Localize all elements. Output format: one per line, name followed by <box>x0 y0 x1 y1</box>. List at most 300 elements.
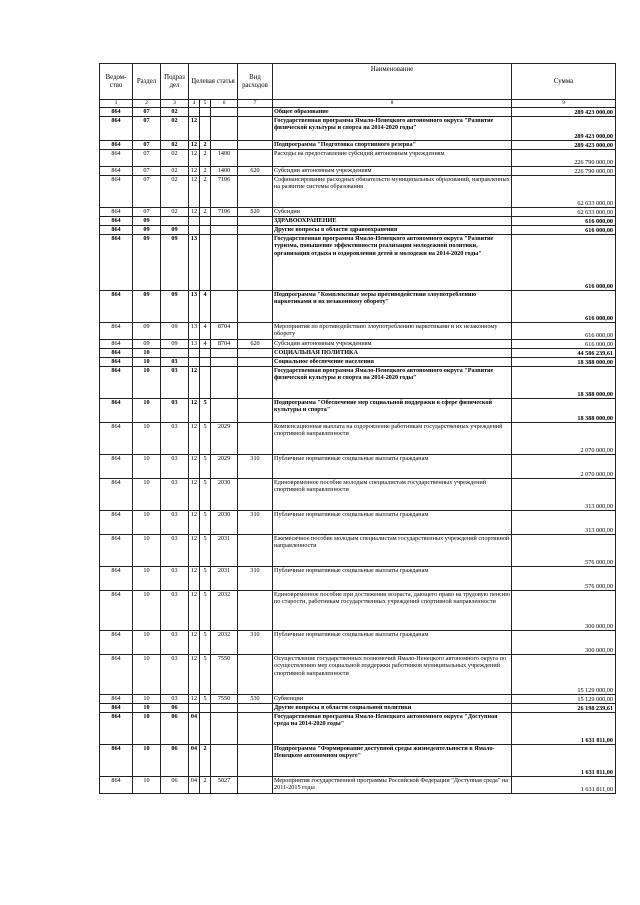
cell-vid-raskhodov <box>238 591 273 631</box>
cell-vedomstvo: 864 <box>100 176 133 208</box>
cell-naimenovanie: Субвенции <box>273 695 512 704</box>
cell-vedomstvo: 864 <box>100 291 133 323</box>
table-row <box>100 713 616 745</box>
cell-celevaya-1: 12 <box>189 535 200 567</box>
cell-podrazdel: 09 <box>161 291 189 323</box>
cell-naimenovanie: СОЦИАЛЬНАЯ ПОЛИТИКА <box>273 349 512 358</box>
cell-celevaya-2: 5 <box>200 591 211 631</box>
cell-vedomstvo: 864 <box>100 535 133 567</box>
cell-razdel: 10 <box>133 367 161 399</box>
cell-celevaya-2 <box>200 108 211 117</box>
cell-celevaya-1 <box>189 108 200 117</box>
cell-razdel: 10 <box>133 535 161 567</box>
column-number: 3 <box>161 100 189 108</box>
cell-celevaya-3 <box>211 713 238 745</box>
table-header-row <box>100 64 616 100</box>
cell-razdel: 10 <box>133 777 161 794</box>
cell-celevaya-1 <box>189 217 200 226</box>
cell-podrazdel: 02 <box>161 167 189 176</box>
cell-razdel: 10 <box>133 631 161 655</box>
header-razdel: Раздел <box>133 64 161 100</box>
cell-celevaya-3: 7550 <box>211 655 238 695</box>
cell-celevaya-3 <box>211 291 238 323</box>
cell-summa: 62 633 000,00 <box>512 208 616 217</box>
cell-razdel: 07 <box>133 167 161 176</box>
cell-podrazdel: 06 <box>161 745 189 777</box>
budget-table <box>99 63 616 794</box>
cell-naimenovanie: Субсидии автономным учреждениям <box>273 167 512 176</box>
cell-summa: 616 000,00 <box>512 226 616 235</box>
cell-celevaya-1: 12 <box>189 695 200 704</box>
cell-celevaya-2: 5 <box>200 535 211 567</box>
cell-vedomstvo: 864 <box>100 455 133 479</box>
cell-celevaya-2 <box>200 117 211 141</box>
cell-vid-raskhodov <box>238 176 273 208</box>
cell-celevaya-1 <box>189 226 200 235</box>
header-naimenovanie: Наименование <box>273 64 512 100</box>
cell-celevaya-3 <box>211 358 238 367</box>
cell-celevaya-1: 12 <box>189 117 200 141</box>
cell-vedomstvo: 864 <box>100 704 133 713</box>
table-row <box>100 117 616 141</box>
cell-vedomstvo: 864 <box>100 631 133 655</box>
cell-naimenovanie: Публичные нормативные социальные выплаты гражданам <box>273 631 512 655</box>
cell-celevaya-3: 2032 <box>211 591 238 631</box>
cell-vedomstvo: 864 <box>100 117 133 141</box>
cell-celevaya-1: 12 <box>189 631 200 655</box>
cell-vedomstvo: 864 <box>100 323 133 340</box>
cell-celevaya-3: 2030 <box>211 479 238 511</box>
cell-razdel: 10 <box>133 695 161 704</box>
cell-podrazdel: 06 <box>161 777 189 794</box>
cell-podrazdel: 09 <box>161 323 189 340</box>
cell-celevaya-1: 04 <box>189 713 200 745</box>
cell-vid-raskhodov <box>238 399 273 423</box>
table-row <box>100 358 616 367</box>
cell-celevaya-2: 4 <box>200 340 211 349</box>
cell-podrazdel: 02 <box>161 176 189 208</box>
cell-razdel: 07 <box>133 150 161 167</box>
table-row <box>100 349 616 358</box>
cell-vid-raskhodov <box>238 423 273 455</box>
table-row <box>100 591 616 631</box>
cell-summa: 44 586 239,61 <box>512 349 616 358</box>
header-podrazdel: Подраз дел <box>161 64 189 100</box>
cell-celevaya-3 <box>211 349 238 358</box>
cell-podrazdel: 06 <box>161 704 189 713</box>
table-row <box>100 150 616 167</box>
cell-summa: 616 000,00 <box>512 235 616 291</box>
cell-celevaya-1: 12 <box>189 141 200 150</box>
cell-summa: 15 129 000,00 <box>512 655 616 695</box>
cell-summa: 289 423 000,00 <box>512 117 616 141</box>
cell-podrazdel: 02 <box>161 208 189 217</box>
table-row <box>100 631 616 655</box>
cell-celevaya-2: 2 <box>200 176 211 208</box>
cell-celevaya-3: 7550 <box>211 695 238 704</box>
cell-celevaya-2 <box>200 358 211 367</box>
cell-naimenovanie: Публичные нормативные социальные выплаты гражданам <box>273 511 512 535</box>
cell-vedomstvo: 864 <box>100 479 133 511</box>
table-row <box>100 704 616 713</box>
cell-vid-raskhodov <box>238 367 273 399</box>
cell-celevaya-3 <box>211 117 238 141</box>
table-row <box>100 323 616 340</box>
cell-vedomstvo: 864 <box>100 358 133 367</box>
cell-razdel: 10 <box>133 349 161 358</box>
cell-naimenovanie: Публичные нормативные социальные выплаты гражданам <box>273 455 512 479</box>
cell-podrazdel: 03 <box>161 511 189 535</box>
cell-vid-raskhodov <box>238 291 273 323</box>
table-row <box>100 695 616 704</box>
cell-naimenovanie: Расходы на предоставление субсидий автономным учреждениям <box>273 150 512 167</box>
cell-podrazdel: 03 <box>161 367 189 399</box>
cell-celevaya-1: 13 <box>189 235 200 291</box>
cell-celevaya-3: 1400 <box>211 167 238 176</box>
cell-naimenovanie: Субсидии <box>273 208 512 217</box>
cell-vid-raskhodov <box>238 713 273 745</box>
header-summa: Сумма <box>512 64 616 100</box>
table-row <box>100 655 616 695</box>
cell-razdel: 10 <box>133 399 161 423</box>
header-vedomstvo: Ведом-ство <box>100 64 133 100</box>
cell-vedomstvo: 864 <box>100 167 133 176</box>
table-row <box>100 217 616 226</box>
table-row <box>100 176 616 208</box>
cell-celevaya-3 <box>211 226 238 235</box>
cell-celevaya-1 <box>189 704 200 713</box>
cell-razdel: 09 <box>133 323 161 340</box>
cell-celevaya-1: 12 <box>189 176 200 208</box>
column-number: 7 <box>238 100 273 108</box>
cell-celevaya-3: 8704 <box>211 323 238 340</box>
cell-vid-raskhodov <box>238 479 273 511</box>
cell-podrazdel: 03 <box>161 655 189 695</box>
cell-podrazdel: 03 <box>161 455 189 479</box>
cell-vid-raskhodov: 620 <box>238 167 273 176</box>
cell-razdel: 10 <box>133 591 161 631</box>
cell-podrazdel: 03 <box>161 399 189 423</box>
cell-celevaya-1: 12 <box>189 479 200 511</box>
cell-celevaya-1: 12 <box>189 591 200 631</box>
cell-razdel: 10 <box>133 745 161 777</box>
cell-summa: 26 198 239,61 <box>512 704 616 713</box>
cell-podrazdel: 02 <box>161 150 189 167</box>
cell-celevaya-1: 12 <box>189 150 200 167</box>
cell-naimenovanie: Государственная программа Ямало-Ненецкого автономного округа "Развитие физической культуры и спорта на 2014-2020 годы" <box>273 117 512 141</box>
cell-celevaya-3: 2030 <box>211 511 238 535</box>
cell-celevaya-2: 4 <box>200 291 211 323</box>
cell-celevaya-1: 12 <box>189 423 200 455</box>
table-body <box>100 108 616 794</box>
cell-summa: 18 388 000,00 <box>512 399 616 423</box>
table-row <box>100 167 616 176</box>
cell-naimenovanie: Мероприятия государственной программы Российской Федерации "Доступная среда" на 2011-2015 годы <box>273 777 512 794</box>
cell-celevaya-2: 2 <box>200 141 211 150</box>
cell-razdel: 10 <box>133 455 161 479</box>
cell-razdel: 07 <box>133 208 161 217</box>
table-row <box>100 291 616 323</box>
column-number: 2 <box>133 100 161 108</box>
cell-celevaya-1: 12 <box>189 567 200 591</box>
cell-summa: 616 000,00 <box>512 291 616 323</box>
column-number: 1 <box>100 100 133 108</box>
cell-celevaya-3: 1400 <box>211 150 238 167</box>
cell-podrazdel: 03 <box>161 695 189 704</box>
cell-podrazdel <box>161 349 189 358</box>
cell-celevaya-2: 2 <box>200 167 211 176</box>
cell-razdel: 09 <box>133 217 161 226</box>
cell-summa: 62 633 000,00 <box>512 176 616 208</box>
cell-celevaya-3 <box>211 367 238 399</box>
cell-naimenovanie: Софинансирование расходных обязательств муниципальных образований, направленных на развитие системы образования <box>273 176 512 208</box>
cell-summa: 289 423 000,00 <box>512 141 616 150</box>
cell-summa: 289 423 000,00 <box>512 108 616 117</box>
column-number: 4 <box>189 100 200 108</box>
cell-vedomstvo: 864 <box>100 511 133 535</box>
cell-podrazdel: 09 <box>161 340 189 349</box>
cell-vedomstvo: 864 <box>100 235 133 291</box>
cell-celevaya-2: 2 <box>200 745 211 777</box>
cell-celevaya-3 <box>211 704 238 713</box>
cell-vid-raskhodov <box>238 358 273 367</box>
cell-summa: 616 000,00 <box>512 323 616 340</box>
cell-vid-raskhodov <box>238 349 273 358</box>
cell-naimenovanie: Государственная программа Ямало-Ненецкого автономного округа "Развитие туризма, повышение эффективности реализации молодежной политики, организация отдыха и оздоровления детей и молодежи на 2014-2020 годы" <box>273 235 512 291</box>
cell-vedomstvo: 864 <box>100 567 133 591</box>
cell-summa: 300 000,00 <box>512 631 616 655</box>
cell-vedomstvo: 864 <box>100 150 133 167</box>
cell-podrazdel: 02 <box>161 108 189 117</box>
cell-naimenovanie: Другие вопросы в области здравоохранения <box>273 226 512 235</box>
cell-vid-raskhodov: 620 <box>238 340 273 349</box>
cell-vid-raskhodov <box>238 655 273 695</box>
cell-naimenovanie: Государственная программа Ямало-Ненецкого автономного округа "Доступная среда на 2014-2020 годы" <box>273 713 512 745</box>
cell-vedomstvo: 864 <box>100 349 133 358</box>
cell-celevaya-1: 13 <box>189 340 200 349</box>
cell-razdel: 07 <box>133 176 161 208</box>
cell-vid-raskhodov <box>238 745 273 777</box>
cell-vedomstvo: 864 <box>100 108 133 117</box>
cell-naimenovanie: Осуществление государственных полномочий Ямало-Ненецкого автономного округа по осуществлению мер социальной поддержки работников муниципальных учреждений спортивной направленности <box>273 655 512 695</box>
cell-summa: 226 790 000,00 <box>512 150 616 167</box>
cell-celevaya-2: 5 <box>200 631 211 655</box>
cell-naimenovanie: Подпрограмма "Обеспечение мер социальной поддержки в сфере физической культуры и спорта" <box>273 399 512 423</box>
cell-razdel: 07 <box>133 108 161 117</box>
cell-summa: 18 388 000,00 <box>512 358 616 367</box>
cell-naimenovanie: Подпрограмма "Комплексные меры противодействия злоупотреблению наркотиками и их незаконному обороту" <box>273 291 512 323</box>
cell-naimenovanie: ЗДРАВООХРАНЕНИЕ <box>273 217 512 226</box>
cell-celevaya-2 <box>200 217 211 226</box>
cell-celevaya-3 <box>211 141 238 150</box>
cell-celevaya-2: 5 <box>200 423 211 455</box>
cell-celevaya-2 <box>200 235 211 291</box>
cell-celevaya-1: 12 <box>189 367 200 399</box>
cell-vid-raskhodov <box>238 117 273 141</box>
cell-celevaya-2: 5 <box>200 567 211 591</box>
cell-naimenovanie: Субсидии автономным учреждениям <box>273 340 512 349</box>
cell-vid-raskhodov: 310 <box>238 455 273 479</box>
header-celevaya-statya: Целевая статья <box>189 64 238 100</box>
cell-vedomstvo: 864 <box>100 777 133 794</box>
cell-podrazdel: 03 <box>161 535 189 567</box>
cell-celevaya-1: 12 <box>189 208 200 217</box>
cell-vedomstvo: 864 <box>100 340 133 349</box>
cell-podrazdel: 09 <box>161 235 189 291</box>
cell-celevaya-3 <box>211 235 238 291</box>
cell-razdel: 07 <box>133 141 161 150</box>
cell-vid-raskhodov <box>238 108 273 117</box>
cell-vedomstvo: 864 <box>100 217 133 226</box>
cell-podrazdel: 03 <box>161 567 189 591</box>
cell-razdel: 09 <box>133 235 161 291</box>
cell-vedomstvo: 864 <box>100 226 133 235</box>
cell-podrazdel: 02 <box>161 141 189 150</box>
cell-celevaya-2: 2 <box>200 777 211 794</box>
cell-celevaya-3 <box>211 745 238 777</box>
cell-summa: 2 070 000,00 <box>512 423 616 455</box>
cell-vid-raskhodov <box>238 150 273 167</box>
cell-celevaya-3: 2029 <box>211 423 238 455</box>
column-number: 5 <box>200 100 211 108</box>
cell-summa: 1 631 811,00 <box>512 745 616 777</box>
cell-celevaya-3: 7106 <box>211 208 238 217</box>
table-row <box>100 423 616 455</box>
cell-vid-raskhodov <box>238 535 273 567</box>
cell-podrazdel: 03 <box>161 591 189 631</box>
cell-razdel: 10 <box>133 713 161 745</box>
cell-summa: 616 000,00 <box>512 217 616 226</box>
cell-vid-raskhodov <box>238 226 273 235</box>
cell-celevaya-2: 5 <box>200 479 211 511</box>
cell-vid-raskhodov <box>238 323 273 340</box>
cell-vedomstvo: 864 <box>100 655 133 695</box>
cell-podrazdel: 06 <box>161 713 189 745</box>
cell-celevaya-1: 12 <box>189 399 200 423</box>
cell-podrazdel: 02 <box>161 117 189 141</box>
cell-summa: 576 000,00 <box>512 567 616 591</box>
cell-naimenovanie: Социальное обеспечение населения <box>273 358 512 367</box>
cell-celevaya-3: 8704 <box>211 340 238 349</box>
cell-naimenovanie: Государственная программа Ямало-Ненецкого автономного округа "Развитие физической культуры и спорта на 2014-2020 годы" <box>273 367 512 399</box>
cell-celevaya-2: 2 <box>200 208 211 217</box>
cell-summa: 313 000,00 <box>512 511 616 535</box>
cell-naimenovanie: Другие вопросы в области социальной политики <box>273 704 512 713</box>
cell-vedomstvo: 864 <box>100 399 133 423</box>
cell-naimenovanie: Единовременное пособие молодым специалистам государственных учреждений спортивной направленности <box>273 479 512 511</box>
cell-podrazdel: 03 <box>161 358 189 367</box>
cell-celevaya-2: 5 <box>200 695 211 704</box>
cell-summa: 576 000,00 <box>512 535 616 567</box>
cell-celevaya-2 <box>200 713 211 745</box>
table-row <box>100 455 616 479</box>
cell-summa: 1 631 811,00 <box>512 713 616 745</box>
table-row <box>100 340 616 349</box>
cell-celevaya-1: 12 <box>189 167 200 176</box>
cell-razdel: 09 <box>133 226 161 235</box>
cell-celevaya-2 <box>200 226 211 235</box>
table-row <box>100 235 616 291</box>
cell-celevaya-1: 04 <box>189 777 200 794</box>
table-row <box>100 399 616 423</box>
table-row <box>100 511 616 535</box>
cell-podrazdel: 03 <box>161 631 189 655</box>
cell-razdel: 10 <box>133 423 161 455</box>
cell-podrazdel: 03 <box>161 479 189 511</box>
cell-celevaya-1: 12 <box>189 455 200 479</box>
cell-celevaya-1: 12 <box>189 655 200 695</box>
cell-podrazdel: 09 <box>161 226 189 235</box>
table-row <box>100 535 616 567</box>
cell-celevaya-2 <box>200 349 211 358</box>
cell-celevaya-2: 2 <box>200 150 211 167</box>
column-number: 9 <box>512 100 616 108</box>
cell-vedomstvo: 864 <box>100 423 133 455</box>
cell-razdel: 10 <box>133 479 161 511</box>
cell-summa: 2 070 000,00 <box>512 455 616 479</box>
cell-celevaya-1: 12 <box>189 511 200 535</box>
cell-vid-raskhodov <box>238 777 273 794</box>
cell-vid-raskhodov <box>238 704 273 713</box>
cell-celevaya-2: 5 <box>200 455 211 479</box>
cell-naimenovanie: Подпрограмма "Подготовка спортивного резерва" <box>273 141 512 150</box>
cell-podrazdel <box>161 217 189 226</box>
cell-razdel: 10 <box>133 511 161 535</box>
cell-celevaya-1: 13 <box>189 291 200 323</box>
cell-vid-raskhodov: 520 <box>238 208 273 217</box>
cell-naimenovanie: Ежемесячное пособие молодым специалистам государственных учреждений спортивной направленности <box>273 535 512 567</box>
budget-document <box>99 63 615 794</box>
cell-summa: 18 388 000,00 <box>512 367 616 399</box>
cell-razdel: 10 <box>133 358 161 367</box>
table-row <box>100 367 616 399</box>
cell-celevaya-3: 2031 <box>211 567 238 591</box>
cell-celevaya-3: 2031 <box>211 535 238 567</box>
column-number: 6 <box>211 100 238 108</box>
cell-vid-raskhodov: 310 <box>238 511 273 535</box>
cell-celevaya-3 <box>211 108 238 117</box>
cell-podrazdel: 03 <box>161 423 189 455</box>
cell-vedomstvo: 864 <box>100 713 133 745</box>
cell-razdel: 10 <box>133 567 161 591</box>
cell-celevaya-2: 5 <box>200 655 211 695</box>
cell-vedomstvo: 864 <box>100 745 133 777</box>
cell-razdel: 09 <box>133 291 161 323</box>
cell-celevaya-3: 7106 <box>211 176 238 208</box>
table-row <box>100 745 616 777</box>
table-row <box>100 777 616 794</box>
cell-naimenovanie: Общее образование <box>273 108 512 117</box>
cell-vid-raskhodov <box>238 141 273 150</box>
cell-vedomstvo: 864 <box>100 695 133 704</box>
cell-summa: 1 631 811,00 <box>512 777 616 794</box>
cell-razdel: 07 <box>133 117 161 141</box>
cell-razdel: 10 <box>133 655 161 695</box>
cell-vid-raskhodov <box>238 217 273 226</box>
cell-celevaya-2 <box>200 367 211 399</box>
cell-celevaya-2 <box>200 704 211 713</box>
column-number-row <box>100 100 616 108</box>
cell-vedomstvo: 864 <box>100 208 133 217</box>
cell-naimenovanie: Подпрограмма "Формирование доступной среды жизнедеятельности в Ямало-Ненецком автономном округе" <box>273 745 512 777</box>
table-row <box>100 479 616 511</box>
cell-naimenovanie: Единовременное пособие при достижении возраста, дающего право на трудовую пенсию по старости, работникам государственных учреждений спортивной направленности <box>273 591 512 631</box>
header-vid-raskhodov: Вид расходов <box>238 64 273 100</box>
table-row <box>100 108 616 117</box>
cell-celevaya-3: 2032 <box>211 631 238 655</box>
cell-summa: 226 790 000,00 <box>512 167 616 176</box>
column-number: 8 <box>273 100 512 108</box>
